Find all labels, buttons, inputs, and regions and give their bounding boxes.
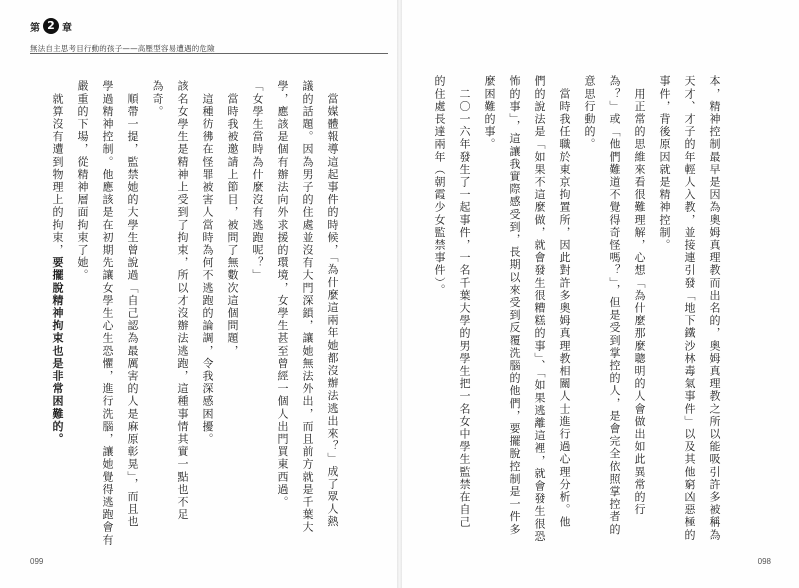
chapter-suffix: 章 [62,22,72,34]
closing-bold-text: 要擺脫精神拘束也是非常困難的。 [51,256,64,446]
paragraph: 該名女學生是精神上受到了拘束，所以才沒辦法逃跑，這種事情其實一點也不足 [176,80,189,521]
page-number-left: 099 [30,557,44,566]
paragraph: 順帶一提，監禁她的大學生曾說過「自己認為最厲害的人是麻原彰晃」，而且也 [126,80,139,529]
paragraph: 怖的事」，這讓我實際感受到，長期以來受到反覆洗腦的他們，要擺脫控制是一件多 [508,75,521,536]
header-rule [30,53,388,54]
paragraph: 為？」或「他們難道不覺得奇怪嗎？」，但是受到掌控的人，是會完全依照掌控者的 [608,75,621,536]
left-page-body [45,80,345,547]
paragraph: 事件，背後原因就是精神控制。 [658,75,671,252]
running-title: 無法自主思考目行動的孩子——高壓型容易遭遇的危險 [30,44,215,53]
paragraph: 二〇一六年發生了一起事件，一名千葉大學的男學生把一名女中學生監禁在自己 [458,75,471,529]
closing-plain-text: 就算沒有遭到物理上的拘束， [51,80,64,257]
paragraph: 當時我被邀請上節目，被問了無數次這個問題， [226,80,239,358]
paragraph: 學，應該是個有辦法向外求援的環境，女學生甚至曾經一個人出門買東西過。 [276,80,289,509]
paragraph: 用正常的思維來看很難理解，心想「為什麼那麼聰明的人會做出如此異常的行 [633,75,646,516]
paragraph: 意思行動的。 [583,75,596,151]
paragraph: 的住處長達兩年（朝霞少女監禁事件）。 [433,75,446,297]
paragraph: 嚴重的下場，從精神層面拘束了她。 [76,80,89,282]
paragraph: 「女學生當時為什麼沒有逃跑呢？」 [251,80,264,282]
chapter-mark [30,18,72,34]
chapter-number-badge: 2 [43,18,59,34]
closing-paragraph [45,80,70,535]
paragraph: 當媒體報導這起事件的時候，「為什麼這兩年她都沒辦法逃出來？」成了眾人熱 [326,80,339,529]
right-page [402,0,799,588]
left-page [0,0,397,588]
paragraph: 們的說法是「如果不這麼做，就會發生很糟糕的事」、「如果逃離這裡，就會發生很恐 [533,75,546,543]
paragraph: 這種彷彿在怪罪被害人當時為何不逃跑的論調，令我深感困擾。 [201,80,214,446]
paragraph: 麼困難的事。 [483,75,496,151]
paragraph: 學過精神控制。他應該是在初期先讓女學生心生恐懼，進行洗腦，讓她覺得逃跑會有 [101,80,114,547]
right-page-body [427,75,727,543]
paragraph: 本，精神控制最早是因為奧姆真理教而出名的，奧姆真理教之所以能吸引許多被稱為 [708,75,721,542]
paragraph: 天才、才子的年輕人入教，並接連引發「地下鐵沙林毒氣事件」以及其他窮凶惡極的 [683,75,696,542]
page-number-right: 098 [757,557,771,566]
paragraph: 為奇。 [151,80,164,118]
paragraph: 議的話題。因為男子的住處並沒有大門深鎖，讓她無法外出，而且前方就是千葉大 [301,80,314,534]
chapter-prefix: 第 [30,22,40,34]
paragraph: 當時我任職於東京拘置所，因此對許多奧姆真理教相關人士進行過心理分析。他 [558,75,571,529]
